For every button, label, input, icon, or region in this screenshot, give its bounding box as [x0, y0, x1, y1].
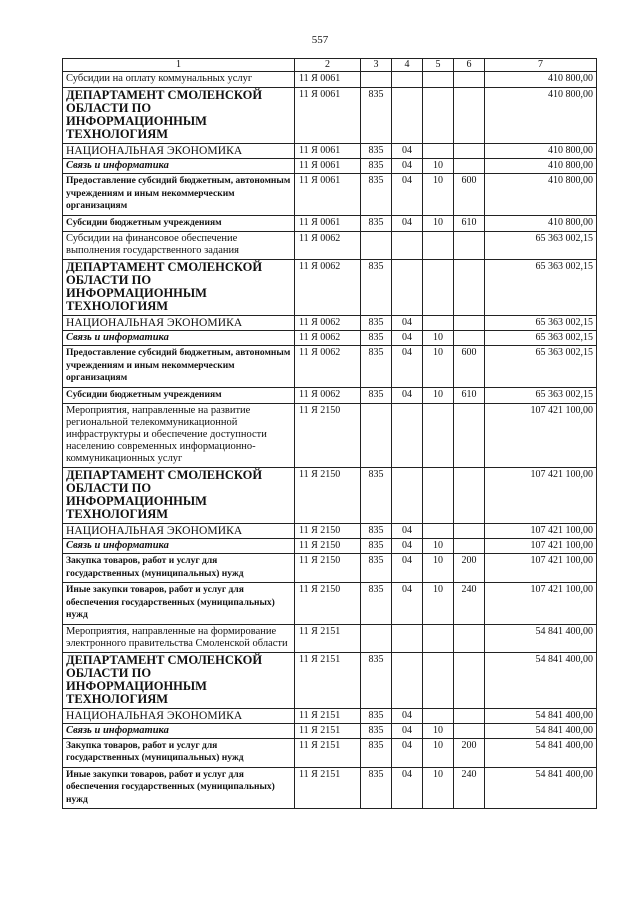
- target-code: 11 Я 0062: [295, 260, 361, 316]
- row-name: Связь и информатика: [63, 539, 295, 554]
- section-code: [392, 88, 423, 144]
- section-code: 04: [392, 159, 423, 174]
- table-row: [63, 215, 597, 232]
- expense-type-code: [454, 624, 485, 652]
- amount: 65 363 002,15: [485, 316, 597, 331]
- target-code: 11 Я 0062: [295, 232, 361, 260]
- section-code: [392, 624, 423, 652]
- ministry-code: 835: [361, 387, 392, 404]
- target-code: 11 Я 2150: [295, 404, 361, 468]
- subsection-code: [423, 624, 454, 652]
- row-name: Связь и информатика: [63, 159, 295, 174]
- amount: 107 421 100,00: [485, 554, 597, 583]
- table-row: [63, 88, 597, 144]
- table-row: [63, 539, 597, 554]
- target-code: 11 Я 2150: [295, 468, 361, 524]
- subsection-code: 10: [423, 331, 454, 346]
- table-row: [63, 583, 597, 625]
- amount: 65 363 002,15: [485, 387, 597, 404]
- amount: 410 800,00: [485, 159, 597, 174]
- row-name: Связь и информатика: [63, 723, 295, 738]
- amount: 107 421 100,00: [485, 404, 597, 468]
- amount: 65 363 002,15: [485, 346, 597, 388]
- target-code: 11 Я 2150: [295, 583, 361, 625]
- row-name: НАЦИОНАЛЬНАЯ ЭКОНОМИКА: [63, 524, 295, 539]
- table-row: [63, 404, 597, 468]
- expense-type-code: [454, 260, 485, 316]
- row-name: Закупка товаров, работ и услуг для государственных (муниципальных) нужд: [63, 554, 295, 583]
- ministry-code: 835: [361, 159, 392, 174]
- section-code: 04: [392, 174, 423, 216]
- expense-type-code: [454, 88, 485, 144]
- expense-type-code: [454, 708, 485, 723]
- amount: 107 421 100,00: [485, 539, 597, 554]
- section-code: 04: [392, 387, 423, 404]
- expense-type-code: [454, 539, 485, 554]
- column-header: 4: [392, 59, 423, 72]
- subsection-code: 10: [423, 215, 454, 232]
- target-code: 11 Я 2151: [295, 652, 361, 708]
- subsection-code: 10: [423, 723, 454, 738]
- section-code: 04: [392, 738, 423, 767]
- row-name: Иные закупки товаров, работ и услуг для обеспечения государственных (муниципальных) нужд: [63, 583, 295, 625]
- ministry-code: 835: [361, 723, 392, 738]
- target-code: 11 Я 0062: [295, 316, 361, 331]
- amount: 107 421 100,00: [485, 468, 597, 524]
- target-code: 11 Я 2150: [295, 524, 361, 539]
- row-name: Мероприятия, направленные на формирование электронного правительства Смоленской области: [63, 624, 295, 652]
- amount: 65 363 002,15: [485, 260, 597, 316]
- table-row: [63, 174, 597, 216]
- amount: 410 800,00: [485, 144, 597, 159]
- table-row: [63, 524, 597, 539]
- amount: 54 841 400,00: [485, 624, 597, 652]
- amount: 54 841 400,00: [485, 738, 597, 767]
- amount: 410 800,00: [485, 215, 597, 232]
- table-row: [63, 72, 597, 88]
- table-row: [63, 708, 597, 723]
- table-row: [63, 232, 597, 260]
- table-row: [63, 652, 597, 708]
- ministry-code: 835: [361, 539, 392, 554]
- subsection-code: [423, 708, 454, 723]
- table-row: [63, 767, 597, 809]
- target-code: 11 Я 0061: [295, 159, 361, 174]
- section-code: [392, 404, 423, 468]
- row-name: Субсидии бюджетным учреждениям: [63, 215, 295, 232]
- ministry-code: 835: [361, 738, 392, 767]
- table-row: [63, 624, 597, 652]
- expense-type-code: [454, 316, 485, 331]
- expense-type-code: [454, 331, 485, 346]
- table-row: [63, 331, 597, 346]
- ministry-code: 835: [361, 331, 392, 346]
- table-body: [63, 72, 597, 809]
- table-row: [63, 723, 597, 738]
- section-code: [392, 652, 423, 708]
- row-name: Связь и информатика: [63, 331, 295, 346]
- row-name: Иные закупки товаров, работ и услуг для обеспечения государственных (муниципальных) нужд: [63, 767, 295, 809]
- expense-type-code: [454, 652, 485, 708]
- section-code: 04: [392, 215, 423, 232]
- subsection-code: 10: [423, 767, 454, 809]
- subsection-code: [423, 652, 454, 708]
- target-code: 11 Я 0062: [295, 387, 361, 404]
- amount: 410 800,00: [485, 174, 597, 216]
- expense-type-code: 200: [454, 554, 485, 583]
- column-header: 3: [361, 59, 392, 72]
- row-name: Субсидии на оплату коммунальных услуг: [63, 72, 295, 88]
- target-code: 11 Я 0061: [295, 215, 361, 232]
- ministry-code: [361, 232, 392, 260]
- amount: 54 841 400,00: [485, 767, 597, 809]
- subsection-code: 10: [423, 583, 454, 625]
- row-name: ДЕПАРТАМЕНТ СМОЛЕНСКОЙ ОБЛАСТИ ПО ИНФОРМАЦИОННЫМ ТЕХНОЛОГИЯМ: [63, 88, 295, 144]
- column-header: 5: [423, 59, 454, 72]
- column-header: 1: [63, 59, 295, 72]
- expense-type-code: [454, 72, 485, 88]
- row-name: НАЦИОНАЛЬНАЯ ЭКОНОМИКА: [63, 144, 295, 159]
- table-row: [63, 346, 597, 388]
- expense-type-code: [454, 468, 485, 524]
- table-row: [63, 159, 597, 174]
- row-name: Предоставление субсидий бюджетным, автономным учреждениям и иным некоммерческим организациям: [63, 174, 295, 216]
- subsection-code: [423, 524, 454, 539]
- table-row: [63, 554, 597, 583]
- amount: 410 800,00: [485, 88, 597, 144]
- expense-type-code: 610: [454, 387, 485, 404]
- table-row: [63, 468, 597, 524]
- subsection-code: [423, 72, 454, 88]
- section-code: 04: [392, 708, 423, 723]
- subsection-code: 10: [423, 554, 454, 583]
- subsection-code: [423, 468, 454, 524]
- amount: 54 841 400,00: [485, 652, 597, 708]
- section-code: [392, 260, 423, 316]
- amount: 65 363 002,15: [485, 232, 597, 260]
- expense-type-code: [454, 232, 485, 260]
- row-name: НАЦИОНАЛЬНАЯ ЭКОНОМИКА: [63, 316, 295, 331]
- ministry-code: 835: [361, 88, 392, 144]
- table-row: [63, 316, 597, 331]
- amount: 54 841 400,00: [485, 723, 597, 738]
- target-code: 11 Я 0061: [295, 144, 361, 159]
- expense-type-code: [454, 524, 485, 539]
- section-code: 04: [392, 767, 423, 809]
- subsection-code: 10: [423, 539, 454, 554]
- expense-type-code: 610: [454, 215, 485, 232]
- subsection-code: [423, 232, 454, 260]
- section-code: 04: [392, 331, 423, 346]
- row-name: ДЕПАРТАМЕНТ СМОЛЕНСКОЙ ОБЛАСТИ ПО ИНФОРМАЦИОННЫМ ТЕХНОЛОГИЯМ: [63, 260, 295, 316]
- expense-type-code: [454, 723, 485, 738]
- amount: 107 421 100,00: [485, 583, 597, 625]
- subsection-code: 10: [423, 174, 454, 216]
- subsection-code: [423, 260, 454, 316]
- row-name: Закупка товаров, работ и услуг для государственных (муниципальных) нужд: [63, 738, 295, 767]
- table-row: [63, 738, 597, 767]
- expense-type-code: [454, 159, 485, 174]
- section-code: 04: [392, 723, 423, 738]
- subsection-code: [423, 144, 454, 159]
- section-code: 04: [392, 554, 423, 583]
- subsection-code: 10: [423, 738, 454, 767]
- amount: 65 363 002,15: [485, 331, 597, 346]
- subsection-code: 10: [423, 346, 454, 388]
- ministry-code: [361, 624, 392, 652]
- table-row: [63, 387, 597, 404]
- ministry-code: 835: [361, 652, 392, 708]
- ministry-code: 835: [361, 524, 392, 539]
- ministry-code: 835: [361, 554, 392, 583]
- expense-type-code: 600: [454, 174, 485, 216]
- row-name: Субсидии бюджетным учреждениям: [63, 387, 295, 404]
- ministry-code: 835: [361, 174, 392, 216]
- ministry-code: 835: [361, 468, 392, 524]
- target-code: 11 Я 2151: [295, 624, 361, 652]
- expense-type-code: 240: [454, 583, 485, 625]
- target-code: 11 Я 0062: [295, 331, 361, 346]
- column-header: 2: [295, 59, 361, 72]
- ministry-code: 835: [361, 583, 392, 625]
- target-code: 11 Я 2151: [295, 738, 361, 767]
- subsection-code: 10: [423, 387, 454, 404]
- ministry-code: 835: [361, 316, 392, 331]
- target-code: 11 Я 2150: [295, 539, 361, 554]
- target-code: 11 Я 2151: [295, 723, 361, 738]
- ministry-code: 835: [361, 215, 392, 232]
- section-code: 04: [392, 539, 423, 554]
- target-code: 11 Я 2150: [295, 554, 361, 583]
- section-code: [392, 72, 423, 88]
- section-code: 04: [392, 316, 423, 331]
- row-name: ДЕПАРТАМЕНТ СМОЛЕНСКОЙ ОБЛАСТИ ПО ИНФОРМАЦИОННЫМ ТЕХНОЛОГИЯМ: [63, 652, 295, 708]
- budget-table: [62, 58, 597, 809]
- target-code: 11 Я 2151: [295, 767, 361, 809]
- row-name: Предоставление субсидий бюджетным, автономным учреждениям и иным некоммерческим организациям: [63, 346, 295, 388]
- page-number: 557: [311, 34, 329, 46]
- expense-type-code: [454, 144, 485, 159]
- section-code: [392, 232, 423, 260]
- column-number-row: [63, 59, 597, 72]
- row-name: Субсидии на финансовое обеспечение выполнения государственного задания: [63, 232, 295, 260]
- target-code: 11 Я 0061: [295, 174, 361, 216]
- subsection-code: [423, 404, 454, 468]
- column-header: 6: [454, 59, 485, 72]
- target-code: 11 Я 0061: [295, 88, 361, 144]
- table-row: [63, 260, 597, 316]
- ministry-code: 835: [361, 144, 392, 159]
- amount: 410 800,00: [485, 72, 597, 88]
- ministry-code: 835: [361, 767, 392, 809]
- subsection-code: [423, 316, 454, 331]
- row-name: Мероприятия, направленные на развитие региональной телекоммуникационной инфраструктуры и обеспечение доступности населению современных информационно-коммуникационных услуг: [63, 404, 295, 468]
- row-name: НАЦИОНАЛЬНАЯ ЭКОНОМИКА: [63, 708, 295, 723]
- column-header: 7: [485, 59, 597, 72]
- target-code: 11 Я 0062: [295, 346, 361, 388]
- ministry-code: [361, 404, 392, 468]
- row-name: ДЕПАРТАМЕНТ СМОЛЕНСКОЙ ОБЛАСТИ ПО ИНФОРМАЦИОННЫМ ТЕХНОЛОГИЯМ: [63, 468, 295, 524]
- ministry-code: 835: [361, 708, 392, 723]
- expense-type-code: 240: [454, 767, 485, 809]
- section-code: 04: [392, 583, 423, 625]
- ministry-code: 835: [361, 260, 392, 316]
- section-code: [392, 468, 423, 524]
- ministry-code: 835: [361, 346, 392, 388]
- table-row: [63, 144, 597, 159]
- subsection-code: 10: [423, 159, 454, 174]
- section-code: 04: [392, 524, 423, 539]
- section-code: 04: [392, 144, 423, 159]
- amount: 54 841 400,00: [485, 708, 597, 723]
- expense-type-code: 600: [454, 346, 485, 388]
- expense-type-code: 200: [454, 738, 485, 767]
- expense-type-code: [454, 404, 485, 468]
- section-code: 04: [392, 346, 423, 388]
- ministry-code: [361, 72, 392, 88]
- amount: 107 421 100,00: [485, 524, 597, 539]
- target-code: 11 Я 0061: [295, 72, 361, 88]
- subsection-code: [423, 88, 454, 144]
- target-code: 11 Я 2151: [295, 708, 361, 723]
